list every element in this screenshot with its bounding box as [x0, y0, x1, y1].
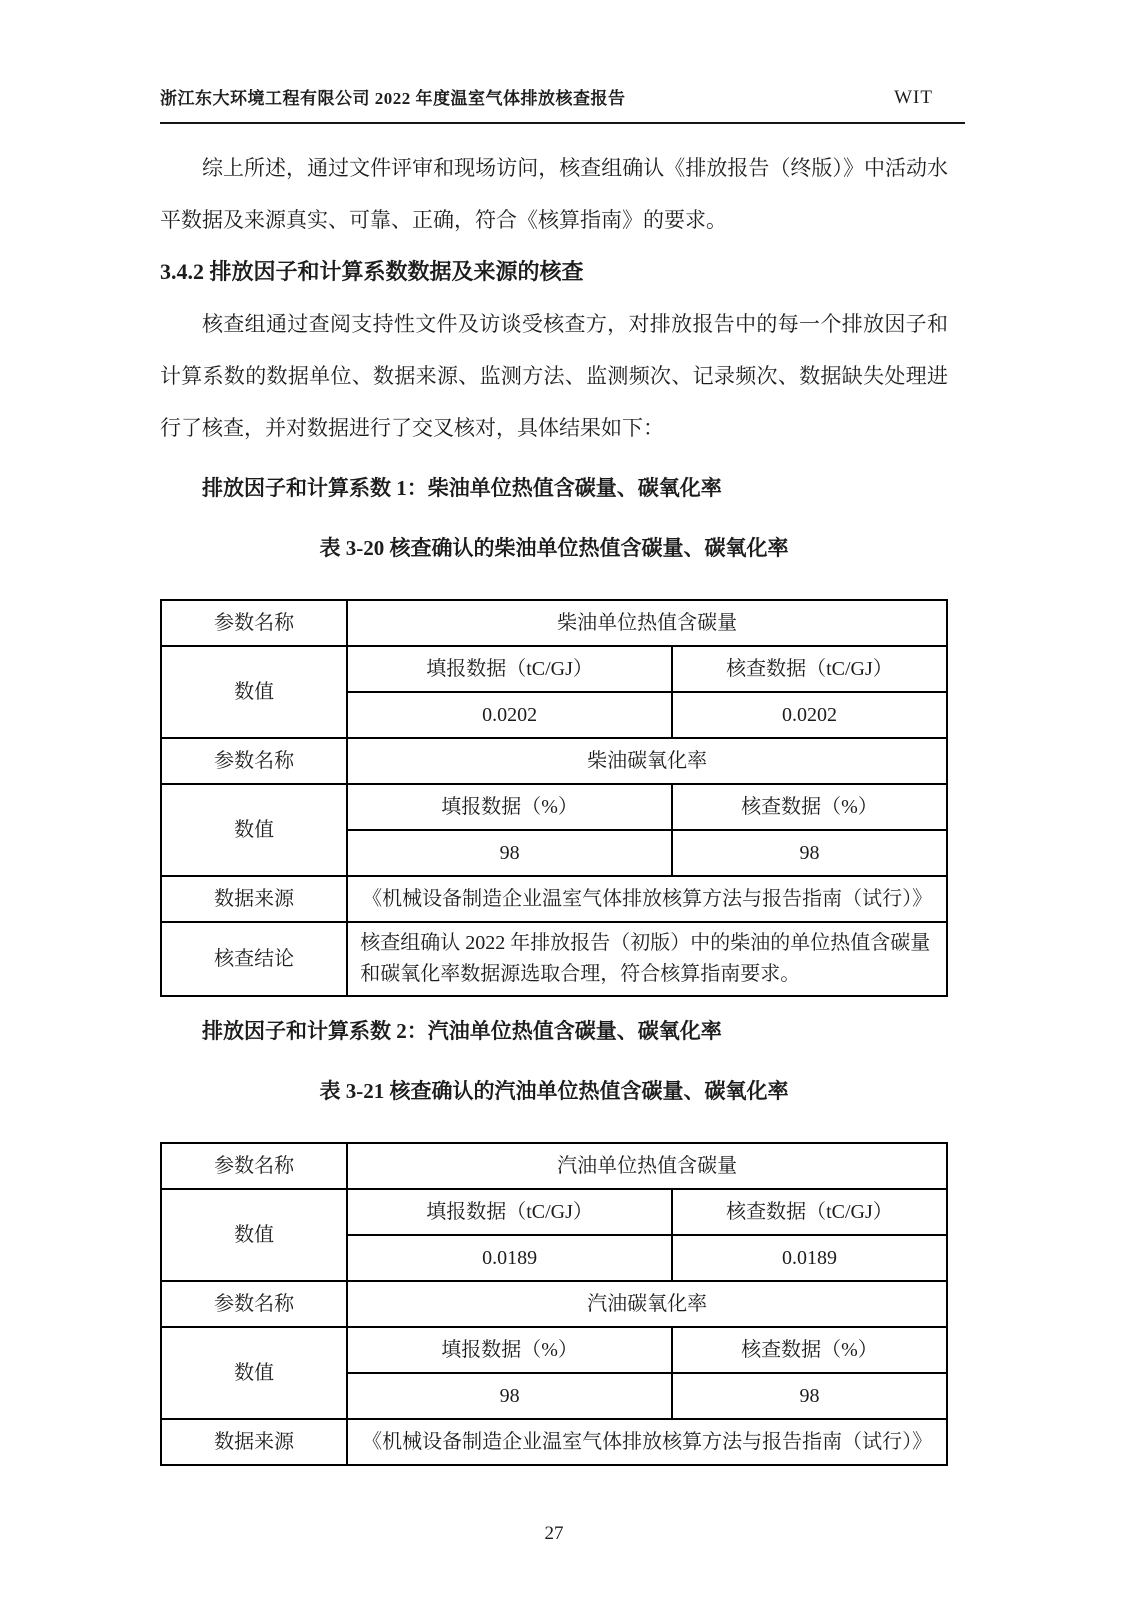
reported-value-cell: 0.0189	[347, 1235, 672, 1281]
table-row	[161, 1189, 947, 1235]
table-3-21-caption: 表 3-21 核查确认的汽油单位热值含碳量、碳氧化率	[319, 1079, 789, 1103]
source-text-cell: 《机械设备制造企业温室气体排放核算方法与报告指南（试行）》	[347, 876, 947, 922]
header-report-title: 浙江东大环境工程有限公司 2022 年度温室气体排放核查报告	[160, 89, 626, 108]
table-row	[161, 876, 947, 922]
table-row	[161, 1419, 947, 1465]
table-3-20-caption: 表 3-20 核查确认的柴油单位热值含碳量、碳氧化率	[319, 536, 789, 560]
value-label-cell: 数值	[161, 1189, 347, 1281]
param-name-cell: 柴油碳氧化率	[347, 738, 947, 784]
verified-value-cell: 0.0202	[672, 692, 947, 738]
page-number: 27	[544, 1523, 564, 1544]
table-row	[161, 922, 947, 996]
table-row	[161, 1281, 947, 1327]
param-name-cell: 汽油单位热值含碳量	[347, 1143, 947, 1189]
table-row	[161, 600, 947, 646]
verified-value-cell: 98	[672, 1373, 947, 1419]
conclusion-label-cell: 核查结论	[161, 922, 347, 996]
table-row	[161, 646, 947, 692]
verified-header-cell: 核查数据（tC/GJ）	[672, 646, 947, 692]
param-label-cell: 参数名称	[161, 600, 347, 646]
param-label-cell: 参数名称	[161, 738, 347, 784]
table-3-21	[160, 1142, 948, 1466]
verified-value-cell: 0.0189	[672, 1235, 947, 1281]
value-label-cell: 数值	[161, 784, 347, 876]
source-text-cell: 《机械设备制造企业温室气体排放核算方法与报告指南（试行）》	[347, 1419, 947, 1465]
subsection-heading-factor-1: 排放因子和计算系数 1：柴油单位热值含碳量、碳氧化率	[202, 476, 722, 500]
table-row	[161, 784, 947, 830]
table-row	[161, 1327, 947, 1373]
param-name-cell: 汽油碳氧化率	[347, 1281, 947, 1327]
table-3-20	[160, 599, 948, 997]
table-row	[161, 1143, 947, 1189]
reported-header-cell: 填报数据（%）	[347, 1327, 672, 1373]
section-heading-3-4-2: 3.4.2 排放因子和计算系数数据及来源的核查	[160, 259, 584, 284]
verified-header-cell: 核查数据（%）	[672, 1327, 947, 1373]
source-label-cell: 数据来源	[161, 876, 347, 922]
table-row	[161, 738, 947, 784]
reported-header-cell: 填报数据（tC/GJ）	[347, 646, 672, 692]
reported-value-cell: 98	[347, 1373, 672, 1419]
reported-value-cell: 0.0202	[347, 692, 672, 738]
value-label-cell: 数值	[161, 1327, 347, 1419]
param-label-cell: 参数名称	[161, 1281, 347, 1327]
param-name-cell: 柴油单位热值含碳量	[347, 600, 947, 646]
verified-header-cell: 核查数据（%）	[672, 784, 947, 830]
value-label-cell: 数值	[161, 646, 347, 738]
paragraph-summary: 综上所述，通过文件评审和现场访问，核查组确认《排放报告（终版）》中活动水平数据及来源真实、可靠、正确，符合《核算指南》的要求。	[160, 156, 948, 232]
reported-value-cell: 98	[347, 830, 672, 876]
header-logo-text: WIT	[894, 87, 933, 108]
source-label-cell: 数据来源	[161, 1419, 347, 1465]
reported-header-cell: 填报数据（tC/GJ）	[347, 1189, 672, 1235]
reported-header-cell: 填报数据（%）	[347, 784, 672, 830]
running-header	[160, 84, 965, 124]
verified-value-cell: 98	[672, 830, 947, 876]
paragraph-method: 核查组通过查阅支持性文件及访谈受核查方，对排放报告中的每一个排放因子和计算系数的数据单位、数据来源、监测方法、监测频次、记录频次、数据缺失处理进行了核查，并对数据进行了交叉核对，具体结果如下：	[160, 312, 948, 440]
param-label-cell: 参数名称	[161, 1143, 347, 1189]
conclusion-text-cell: 核查组确认 2022 年排放报告（初版）中的柴油的单位热值含碳量和碳氧化率数据源选取合理，符合核算指南要求。	[347, 922, 947, 996]
subsection-heading-factor-2: 排放因子和计算系数 2：汽油单位热值含碳量、碳氧化率	[202, 1019, 722, 1043]
verified-header-cell: 核查数据（tC/GJ）	[672, 1189, 947, 1235]
